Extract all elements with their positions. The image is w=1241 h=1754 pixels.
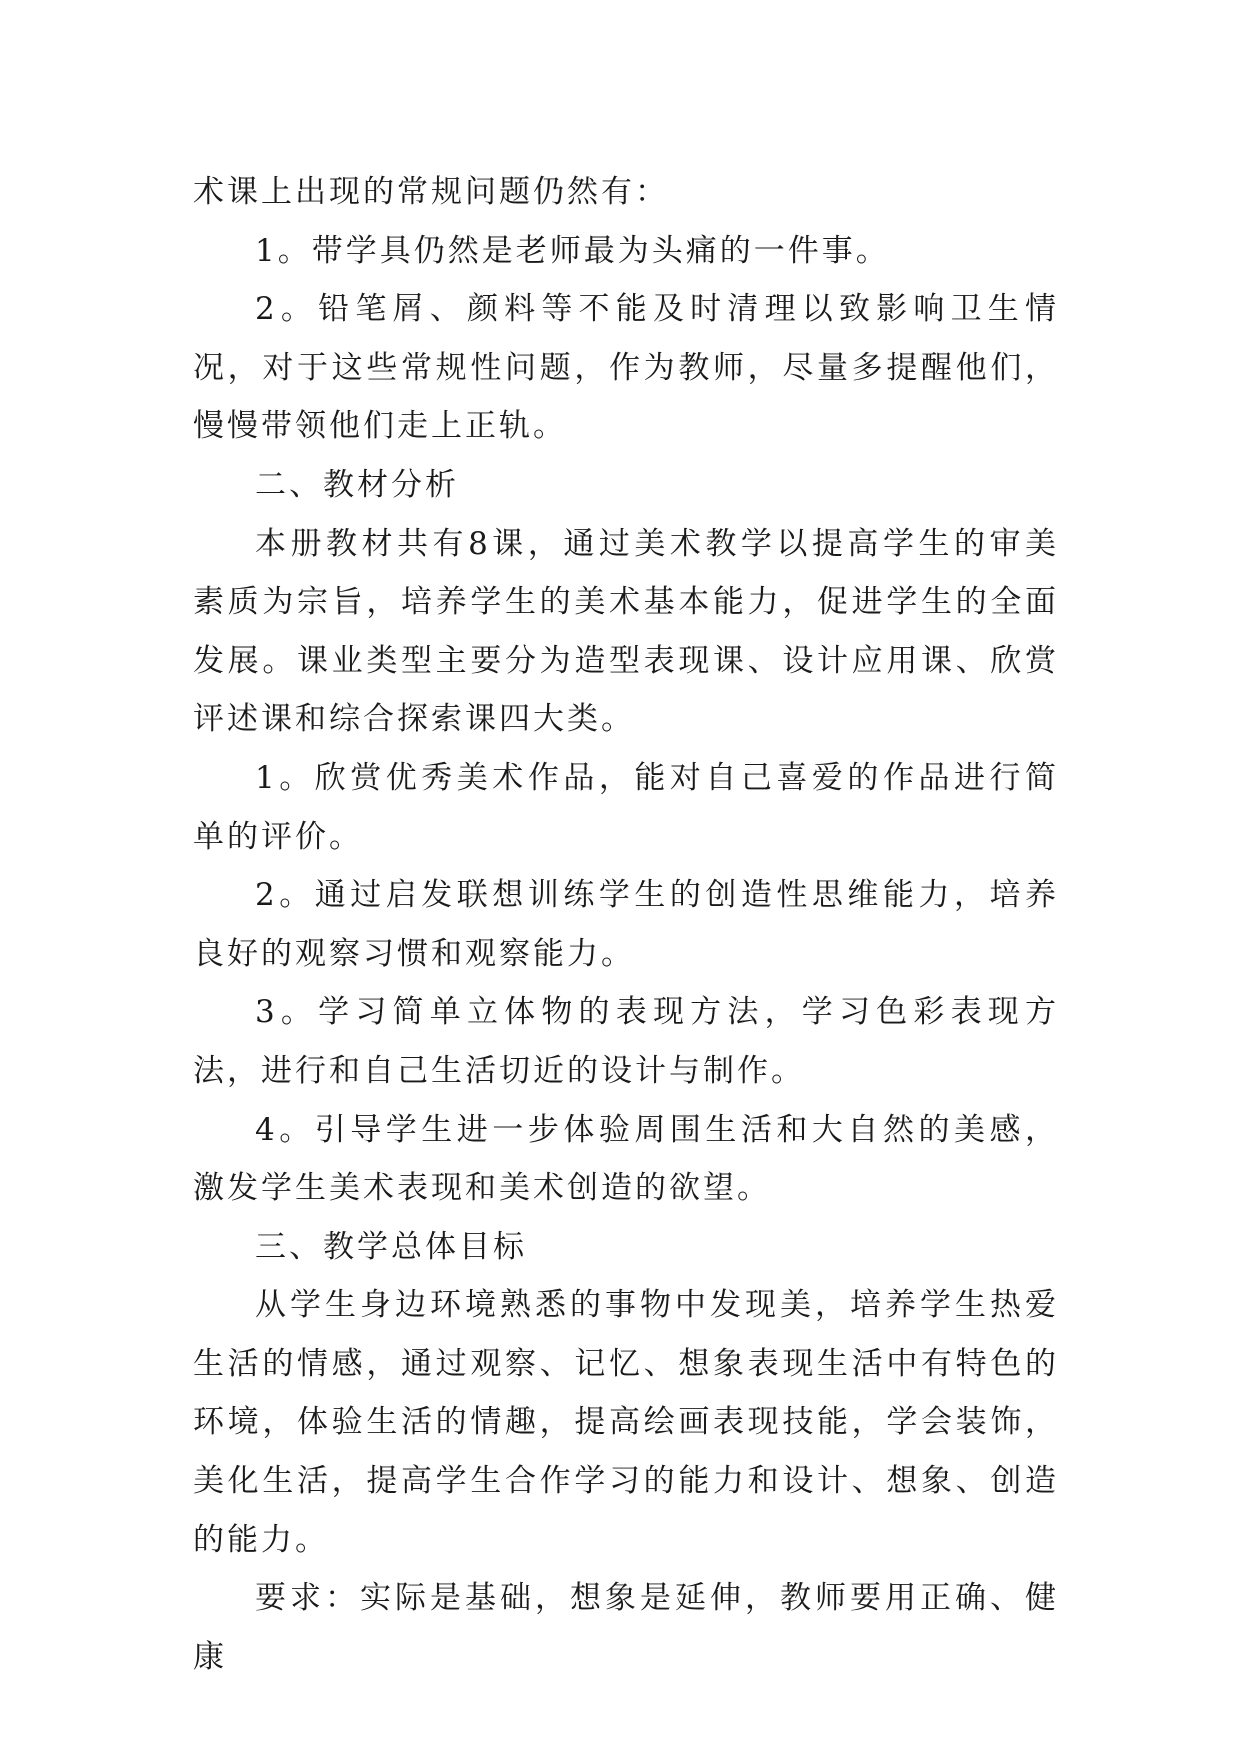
paragraph-1: 术课上出现的常规问题仍然有： [193, 174, 669, 210]
paragraph-5: 本册教材共有8课，通过美术教学以提高学生的审美素质为宗旨，培养学生的美术基本能力，促进学生的全面发展。课业类型主要分为造型表现课、设计应用课、欣赏评述课和综合探索课四大类。 [193, 525, 1059, 738]
document-body [193, 163, 1059, 1686]
paragraph-3: 2。铅笔屑、颜料等不能及时清理以致影响卫生情况，对于这些常规性问题，作为教师，尽量多提醒他们，慢慢带领他们走上正轨。 [193, 291, 1059, 445]
paragraph-2: 1。带学具仍然是老师最为头痛的一件事。 [255, 232, 890, 269]
paragraph-7: 2。通过启发联想训练学生的创造性思维能力，培养良好的观察习惯和观察能力。 [193, 877, 1059, 972]
paragraph-8: 3。学习简单立体物的表现方法，学习色彩表现方法，进行和自己生活切近的设计与制作。 [193, 994, 1059, 1089]
paragraph-9: 4。引导学生进一步体验周围生活和大自然的美感，激发学生美术表现和美术创造的欲望。 [193, 1111, 1059, 1207]
section-heading-teaching-goals: 三、教学总体目标 [255, 1228, 527, 1265]
paragraph-6: 1。欣赏优秀美术作品，能对自己喜爱的作品进行简单的评价。 [193, 759, 1059, 855]
paragraph-12: 要求：实际是基础，想象是延伸，教师要用正确、健康 [193, 1580, 1059, 1675]
section-heading-textbook-analysis: 二、教材分析 [255, 466, 459, 503]
paragraph-11: 从学生身边环境熟悉的事物中发现美，培养学生热爱生活的情感，通过观察、记忆、想象表现生活中有特色的环境，体验生活的情趣，提高绘画表现技能，学会装饰，美化生活，提高学生合作学习的能力和设计、想象、创造的能力。 [193, 1287, 1059, 1558]
